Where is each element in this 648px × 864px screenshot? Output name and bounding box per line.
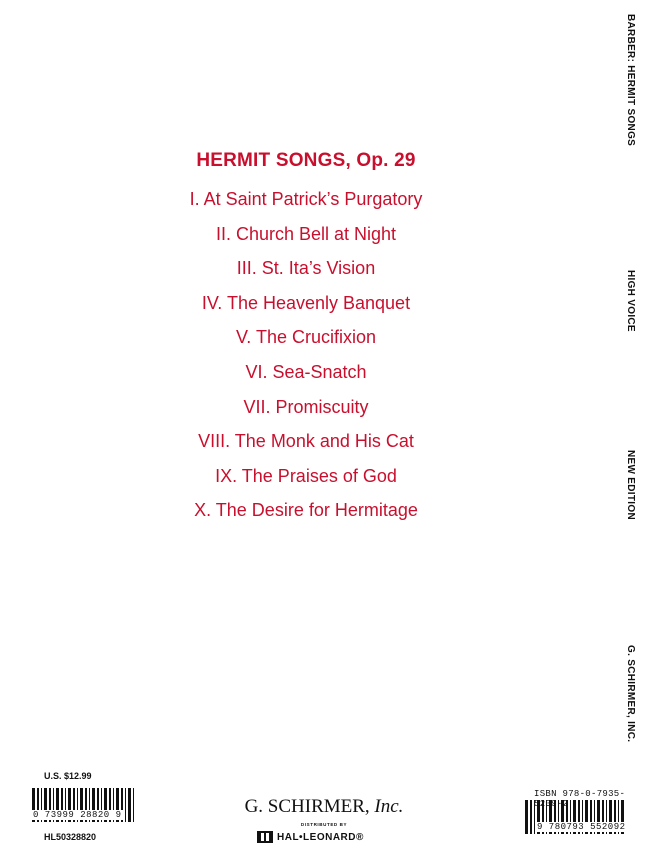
- distributor-logo: [257, 831, 364, 843]
- distributed-by-label: DISTRIBUTED BY: [300, 822, 348, 827]
- song-item: V. The Crucifixion: [235, 327, 377, 348]
- catalog-number: HL50328820: [44, 832, 97, 842]
- song-item: I. At Saint Patrick’s Purgatory: [189, 189, 423, 209]
- contents-list: [100, 150, 512, 528]
- spine-title: BARBER: HERMIT SONGS: [625, 14, 636, 147]
- spine: [612, 0, 636, 760]
- song-item: IX. The Praises of God: [215, 465, 397, 486]
- publisher-logo: [224, 796, 424, 818]
- publisher-name: G. SCHIRMER,: [244, 796, 370, 817]
- song-item: VI. Sea-Snatch: [245, 361, 367, 382]
- publisher-suffix: Inc.: [374, 796, 404, 817]
- song-item: III. St. Ita’s Vision: [236, 258, 376, 279]
- song-item: II. Church Bell at Night: [215, 223, 397, 244]
- spine-publisher: G. SCHIRMER, INC.: [625, 645, 636, 743]
- song-item: X. The Desire for Hermitage: [194, 500, 418, 521]
- distributor-name: HAL•LEONARD®: [277, 831, 364, 843]
- upc-digits: 0 73999 28820 9: [33, 810, 122, 820]
- song-item: VII. Promiscuity: [243, 396, 369, 417]
- song-item: IV. The Heavenly Banquet: [201, 292, 411, 313]
- spine-edition-label: NEW EDITION: [625, 450, 636, 520]
- song-item: VIII. The Monk and His Cat: [198, 431, 414, 452]
- spine-voice-label: HIGH VOICE: [625, 270, 636, 332]
- song-list: [100, 182, 512, 528]
- work-title: HERMIT SONGS, Op. 29: [196, 150, 416, 171]
- isbn-label: ISBN 978-0-7935-5209-2: [534, 789, 626, 809]
- price-label: U.S. $12.99: [44, 771, 92, 781]
- isbn-digits: 9 780793 552092: [537, 822, 626, 832]
- hal-leonard-icon: [257, 831, 273, 843]
